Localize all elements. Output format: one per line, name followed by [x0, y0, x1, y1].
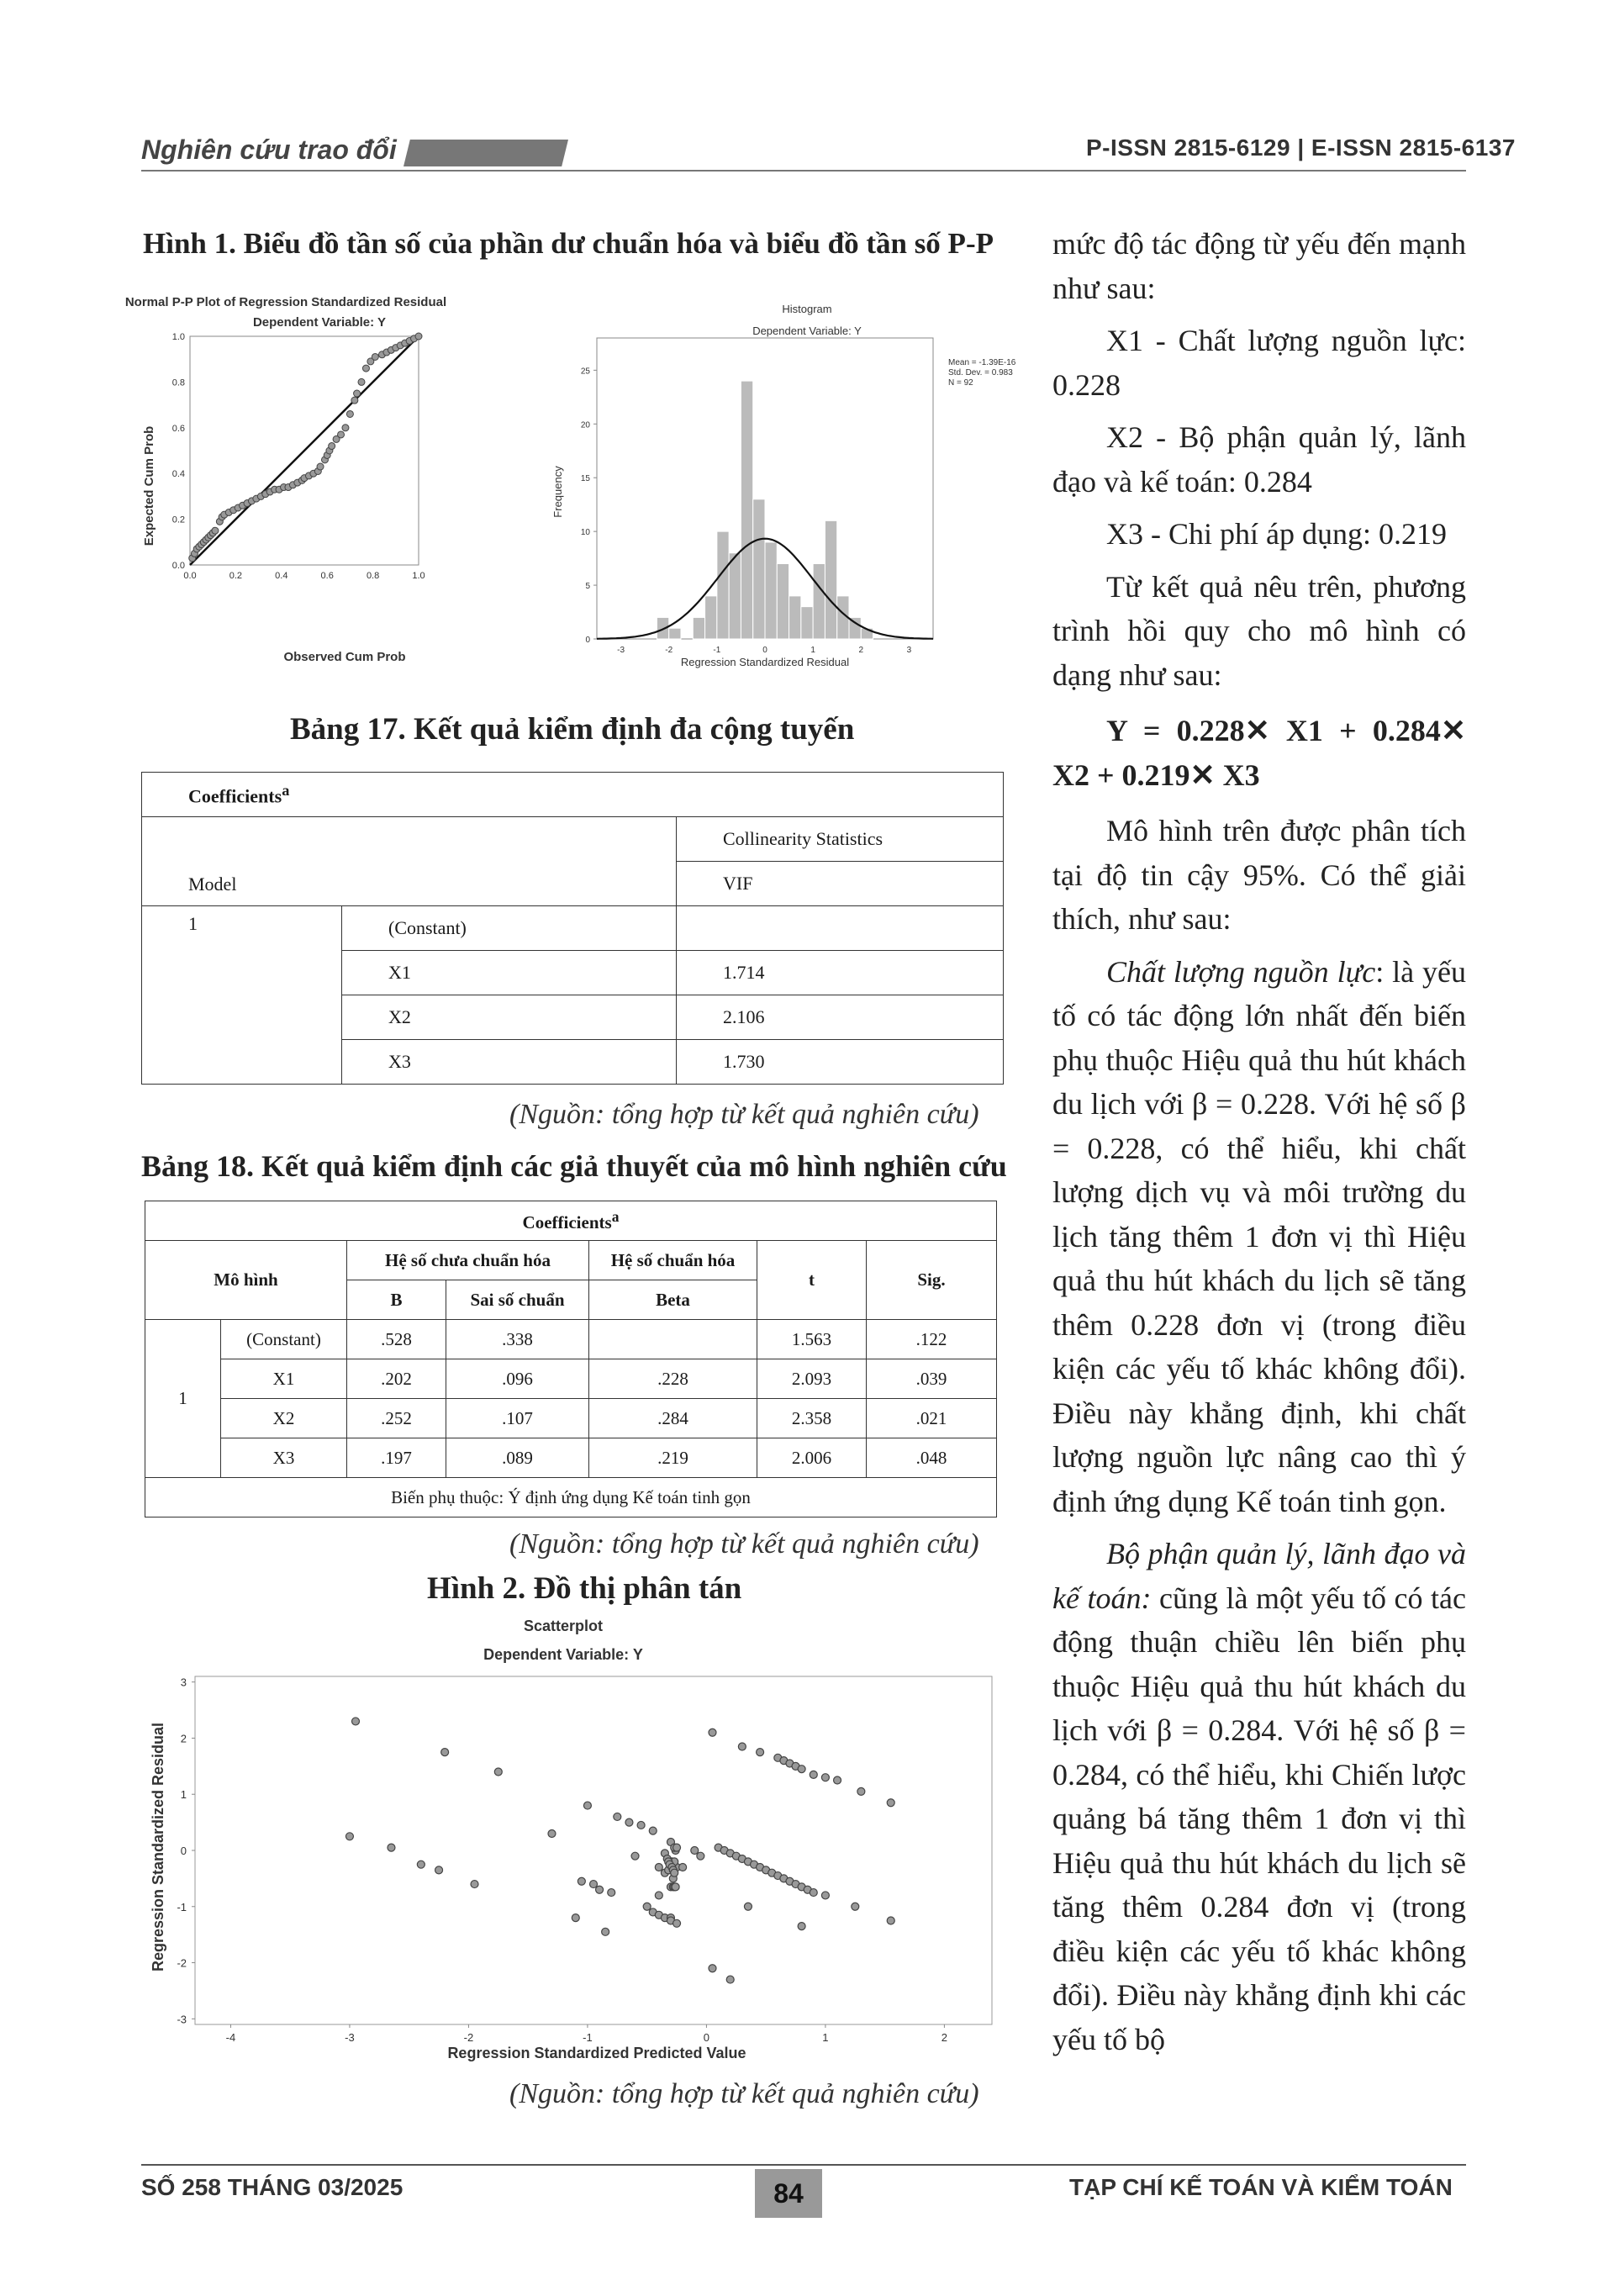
- scatter-point: [673, 1919, 681, 1927]
- scatter-point: [738, 1743, 746, 1750]
- t18-row-beta: .284: [589, 1399, 757, 1438]
- scatter-point: [441, 1749, 449, 1756]
- hist-bar: [717, 531, 729, 639]
- pp-point: [212, 527, 219, 534]
- scatter-ytick-label: 0: [180, 1845, 187, 1857]
- scatter-point: [608, 1889, 615, 1897]
- t17-title-sup: a: [282, 781, 290, 799]
- t17-stat-header: Collinearity Statistics: [677, 817, 1004, 862]
- hist-bar: [765, 542, 777, 639]
- hist-xtick-label: -1: [713, 646, 721, 655]
- t18-model-header: Mô hình: [145, 1241, 347, 1320]
- hist-bar: [825, 520, 836, 639]
- scatter-point: [672, 1883, 679, 1891]
- table18-source: (Nguồn: tổng hợp từ kết quả nghiên cứu): [509, 1528, 979, 1560]
- pp-xtick-label: 0.6: [320, 571, 334, 581]
- t18-row-b: .197: [347, 1438, 446, 1478]
- pp-xtick-label: 0.2: [229, 571, 243, 581]
- pp-point: [372, 353, 378, 360]
- t18-row-sig: .048: [867, 1438, 997, 1478]
- para-intro: mức độ tác động từ yếu đến mạnh như sau:: [1052, 227, 1466, 305]
- hist-bar: [801, 607, 813, 639]
- t18-row-se: .089: [446, 1438, 589, 1478]
- scatter-point: [435, 1866, 443, 1874]
- t18-row-t: 1.563: [757, 1320, 867, 1359]
- hist-bar: [693, 617, 704, 639]
- scatter-xlabel: Regression Standardized Predicted Value: [447, 2045, 746, 2061]
- hist-xtick-label: 3: [906, 646, 912, 655]
- regression-equation: Y = 0.228✕ X1 + 0.284✕ X2 + 0.219✕ X3: [1052, 714, 1466, 792]
- pp-point: [358, 378, 365, 385]
- right-column: [1052, 222, 1466, 2061]
- scatter-point: [887, 1917, 894, 1924]
- t18-row-sig: .021: [867, 1399, 997, 1438]
- scatter-point: [709, 1965, 716, 1972]
- scatter-point: [388, 1844, 395, 1851]
- scatter-point: [596, 1886, 604, 1893]
- scatter-point: [834, 1776, 841, 1784]
- t18-sig-header: Sig.: [867, 1241, 997, 1320]
- scatter-point: [583, 1802, 591, 1809]
- scatter-point: [572, 1914, 579, 1922]
- hist-stat-mean: Mean = -1.39E-16: [948, 358, 1016, 367]
- scatter-point: [821, 1892, 829, 1899]
- para-confidence: Mô hình trên được phân tích tại độ tin cậy 95%. Có thể giải thích, như sau:: [1052, 814, 1466, 936]
- hist-ytick-label: 5: [585, 582, 590, 592]
- t17-model-header: Model: [142, 817, 677, 906]
- pp-subtitle: Dependent Variable: Y: [252, 315, 387, 330]
- pp-point: [338, 431, 345, 438]
- t18-t-header: t: [757, 1241, 867, 1320]
- scatter-point: [691, 1847, 699, 1855]
- scatter-plot-frame: [195, 1676, 992, 2024]
- t17-row-vif: 2.106: [677, 995, 1004, 1040]
- scatter-point: [345, 1833, 353, 1840]
- page-number: 84: [755, 2169, 822, 2218]
- hist-stat-n: N = 92: [948, 378, 973, 388]
- pp-point: [354, 390, 361, 397]
- scatter-point: [852, 1903, 859, 1910]
- t18-row-sig: .122: [867, 1320, 997, 1359]
- scatter-point: [631, 1852, 639, 1860]
- scatter-xtick-label: -1: [583, 2031, 593, 2044]
- table17-caption: Bảng 17. Kết quả kiểm định đa cộng tuyến: [290, 712, 855, 747]
- t18-row-beta: [589, 1320, 757, 1359]
- issue-label: SỐ 258 THÁNG 03/2025: [141, 2174, 404, 2200]
- t18-title: Coefficients: [522, 1212, 612, 1232]
- scatter-point: [578, 1877, 585, 1885]
- scatter-point: [590, 1881, 598, 1888]
- hist-bar: [705, 596, 717, 639]
- t18-footer: Biến phụ thuộc: Ý định ứng dụng Kế toán tinh gọn: [145, 1478, 997, 1517]
- scatter-subtitle: Dependent Variable: Y: [483, 1646, 643, 1663]
- scatter-xtick-label: -2: [463, 2031, 474, 2044]
- hist-bar: [813, 564, 825, 640]
- t18-b-header: B: [347, 1280, 446, 1320]
- scatter-point: [352, 1718, 360, 1725]
- t17-model-num: 1: [142, 906, 342, 1085]
- scatter-point: [655, 1892, 662, 1899]
- pp-ytick-label: 0.8: [171, 377, 185, 388]
- pp-title: Normal P-P Plot of Regression Standardized Residual: [124, 295, 447, 309]
- scatter-point: [821, 1774, 829, 1781]
- t18-std-header: Hệ số chuẩn hóa: [589, 1241, 757, 1280]
- hist-subtitle: Dependent Variable: Y: [752, 325, 862, 337]
- pp-xtick-label: 0.4: [275, 571, 288, 581]
- hist-ytick-label: 15: [580, 474, 590, 484]
- hist-xtick-label: -3: [617, 646, 625, 655]
- scatter-point: [494, 1768, 502, 1776]
- t18-beta-header: Beta: [589, 1280, 757, 1320]
- t18-row-name: X1: [221, 1359, 347, 1399]
- hist-xtick-label: -2: [665, 646, 673, 655]
- t18-title-cell: [145, 1201, 997, 1241]
- scatter-xtick-label: 1: [822, 2031, 829, 2044]
- t17-row-name: (Constant): [342, 906, 677, 951]
- hist-ylabel: Frequency: [551, 466, 564, 518]
- scatter-ytick-label: -1: [177, 1900, 187, 1913]
- scatter-ytick-label: 3: [180, 1676, 187, 1689]
- hist-xtick-label: 2: [858, 646, 864, 655]
- scatter-xtick-label: 2: [941, 2031, 948, 2044]
- fig2-source: (Nguồn: tổng hợp từ kết quả nghiên cứu): [509, 2078, 979, 2109]
- pp-point: [317, 463, 324, 470]
- scatter-ytick-label: 2: [180, 1732, 187, 1745]
- t18-row-se: .338: [446, 1320, 589, 1359]
- pp-ytick-label: 0.6: [171, 423, 185, 434]
- hist-title: Histogram: [782, 303, 832, 315]
- scatter-ytick-label: -3: [177, 2013, 187, 2026]
- pp-point: [351, 397, 358, 404]
- scatter-point: [798, 1766, 805, 1773]
- t18-row-beta: .228: [589, 1359, 757, 1399]
- t18-row-b: .252: [347, 1399, 446, 1438]
- hist-bar: [789, 596, 801, 639]
- issn-label: P-ISSN 2815-6129 | E-ISSN 2815-6137: [1086, 135, 1516, 161]
- t17-row-vif: [677, 906, 1004, 951]
- t18-row-se: .096: [446, 1359, 589, 1399]
- hist-xtick-label: 0: [762, 646, 767, 655]
- scatter-point: [810, 1889, 817, 1897]
- fig1-caption: Hình 1. Biểu đồ tần số của phần dư chuẩn hóa và biểu đồ tần số P-P: [143, 227, 994, 260]
- t18-row-t: 2.358: [757, 1399, 867, 1438]
- t17-title-cell: [142, 773, 1004, 817]
- pp-plot: [124, 284, 530, 679]
- hist-ytick-label: 25: [580, 367, 590, 377]
- section-label: Nghiên cứu trao đổi: [141, 135, 397, 165]
- t18-row-t: 2.093: [757, 1359, 867, 1399]
- hist-bar: [777, 564, 789, 640]
- coefficients-table: [145, 1201, 997, 1517]
- t18-title-sup: a: [611, 1208, 620, 1225]
- scatter-point: [673, 1844, 681, 1851]
- pp-point: [342, 425, 349, 431]
- pp-reference-line: [190, 336, 419, 565]
- t18-row-t: 2.006: [757, 1438, 867, 1478]
- pp-point: [415, 333, 422, 340]
- pp-point: [362, 365, 369, 372]
- t18-row-b: .528: [347, 1320, 446, 1359]
- scatter-point: [417, 1861, 425, 1868]
- hist-ytick-label: 0: [585, 636, 590, 645]
- scatter-point: [757, 1749, 764, 1756]
- scatter-point: [614, 1813, 621, 1820]
- t18-row-b: .202: [347, 1359, 446, 1399]
- hist-xlabel: Regression Standardized Residual: [680, 656, 850, 668]
- pp-ytick-label: 0.2: [171, 515, 185, 525]
- scatter-point: [798, 1923, 805, 1930]
- scatter-point: [697, 1852, 704, 1860]
- pp-xtick-label: 1.0: [412, 571, 425, 581]
- scatter-xtick-label: 0: [703, 2031, 710, 2044]
- hist-bar: [741, 381, 752, 639]
- hist-xtick-label: 1: [810, 646, 815, 655]
- scatter-point: [887, 1799, 894, 1807]
- scatter-point: [655, 1864, 662, 1871]
- histogram: [546, 294, 1016, 681]
- hist-bar: [729, 553, 741, 639]
- fig2-caption: Hình 2. Đồ thị phân tán: [427, 1571, 742, 1606]
- t18-row-name: (Constant): [221, 1320, 347, 1359]
- scatter-point: [649, 1827, 657, 1834]
- t18-row-name: X3: [221, 1438, 347, 1478]
- scatter-point: [643, 1903, 651, 1910]
- para-x2: X2 - Bộ phận quản lý, lãnh đạo và kế toán: 0.284: [1052, 420, 1466, 499]
- scatter-point: [625, 1818, 633, 1826]
- para-regression-intro: Từ kết quả nêu trên, phương trình hồi quy cho mô hình có dạng như sau:: [1052, 569, 1466, 692]
- scatter-ytick-label: -2: [177, 1956, 187, 1970]
- scatter-point: [679, 1864, 687, 1871]
- para-quality-title: Chất lượng nguồn lực: [1106, 954, 1376, 989]
- pp-ytick-label: 1.0: [171, 332, 185, 342]
- t17-title: Coefficients: [188, 785, 282, 807]
- t18-model-num: 1: [145, 1320, 221, 1478]
- scatter-point: [857, 1787, 865, 1795]
- t17-row-name: X2: [342, 995, 677, 1040]
- journal-name: TẠP CHÍ KẾ TOÁN VÀ KIỂM TOÁN: [1069, 2174, 1453, 2200]
- table17-source: (Nguồn: tổng hợp từ kết quả nghiên cứu): [509, 1099, 979, 1130]
- hist-ytick-label: 20: [580, 420, 590, 430]
- header-rule: [141, 170, 1466, 172]
- collinearity-table: [141, 772, 1004, 1085]
- hist-bar: [753, 499, 765, 639]
- scatterplot: [143, 1607, 1000, 2070]
- scatter-point: [637, 1821, 645, 1829]
- t17-row-vif: 1.730: [677, 1040, 1004, 1085]
- t17-row-name: X3: [342, 1040, 677, 1085]
- scatter-xtick-label: -3: [345, 2031, 355, 2044]
- pp-ytick-label: 0.4: [171, 469, 185, 480]
- t18-row-se: .107: [446, 1399, 589, 1438]
- hist-ytick-label: 10: [580, 528, 590, 538]
- t17-row-vif: 1.714: [677, 951, 1004, 995]
- scatter-point: [471, 1881, 478, 1888]
- scatter-xtick-label: -4: [225, 2031, 236, 2044]
- scatter-point: [810, 1771, 817, 1778]
- pp-xtick-label: 0.8: [366, 571, 380, 581]
- t18-unstd-header: Hệ số chưa chuẩn hóa: [347, 1241, 589, 1280]
- t17-row-name: X1: [342, 951, 677, 995]
- hist-bar: [669, 628, 681, 639]
- pp-xlabel: Observed Cum Prob: [283, 650, 406, 664]
- pp-point: [346, 410, 353, 417]
- t17-vif-header: VIF: [677, 862, 1004, 906]
- para-x3: X3 - Chi phí áp dụng: 0.219: [1106, 517, 1447, 551]
- scatter-ytick-label: 1: [180, 1788, 187, 1802]
- scatter-point: [744, 1903, 752, 1910]
- scatter-ylabel: Regression Standardized Residual: [150, 1722, 166, 1972]
- para-quality-body: : là yếu tố có tác động lớn nhất đến biến phụ thuộc Hiệu quả thu hút khách du lịch với β = 0.228. Với hệ số β = 0.228, có thể hiểu, khi chất lượng dịch vụ và môi trường du lịch tăng thêm 1 đơn vị thì Hiệu quả thu hút khách du lịch sẽ tăng thêm 0.228 đơn vị (trong điều kiện các yếu tố khác không đổi). Điều này khẳng định, khi chất lượng nguồn lực nâng cao thì ý định ứng dụng Kế toán tinh gọn.: [1052, 954, 1466, 1518]
- pp-ytick-label: 0.0: [171, 561, 185, 571]
- t18-row-name: X2: [221, 1399, 347, 1438]
- t18-row-sig: .039: [867, 1359, 997, 1399]
- scatter-point: [709, 1729, 716, 1736]
- t18-row-beta: .219: [589, 1438, 757, 1478]
- para-management-body: cũng là một yếu tố có tác động thuận chiều lên biến phụ thuộc Hiệu quả thu hút khách du lịch với β = 0.284. Với hệ số β = 0.284, có thể hiểu, khi Chiến lược quảng bá tăng thêm 1 đơn vị thì Hiệu quả thu hút khách du lịch sẽ tăng thêm 0.284 đơn vị (trong điều kiện các yếu tố khác không đổi). Điều này khẳng định khi các yếu tố bộ: [1052, 1581, 1466, 2056]
- para-x1: X1 - Chất lượng nguồn lực: 0.228: [1052, 324, 1466, 402]
- scatter-point: [602, 1928, 609, 1935]
- t18-se-header: Sai số chuẩn: [446, 1280, 589, 1320]
- para-quality: [1052, 950, 1466, 1524]
- scatter-title: Scatterplot: [523, 1618, 604, 1634]
- table18-caption: Bảng 18. Kết quả kiểm định các giả thuyết của mô hình nghiên cứu: [141, 1149, 1007, 1183]
- header-decor-bar: [404, 140, 568, 166]
- hist-stat-sd: Std. Dev. = 0.983: [948, 368, 1013, 377]
- para-management: [1052, 1532, 1466, 2061]
- para-management-title: Bộ phận quản lý, lãnh đạo và kế toán:: [1052, 1537, 1466, 1615]
- pp-ylabel: Expected Cum Prob: [142, 425, 156, 546]
- scatter-point: [548, 1829, 556, 1837]
- scatter-point: [671, 1869, 678, 1876]
- footer-rule: [141, 2164, 1466, 2166]
- pp-point: [329, 443, 335, 450]
- pp-xtick-label: 0.0: [183, 571, 197, 581]
- scatter-point: [726, 1976, 734, 1983]
